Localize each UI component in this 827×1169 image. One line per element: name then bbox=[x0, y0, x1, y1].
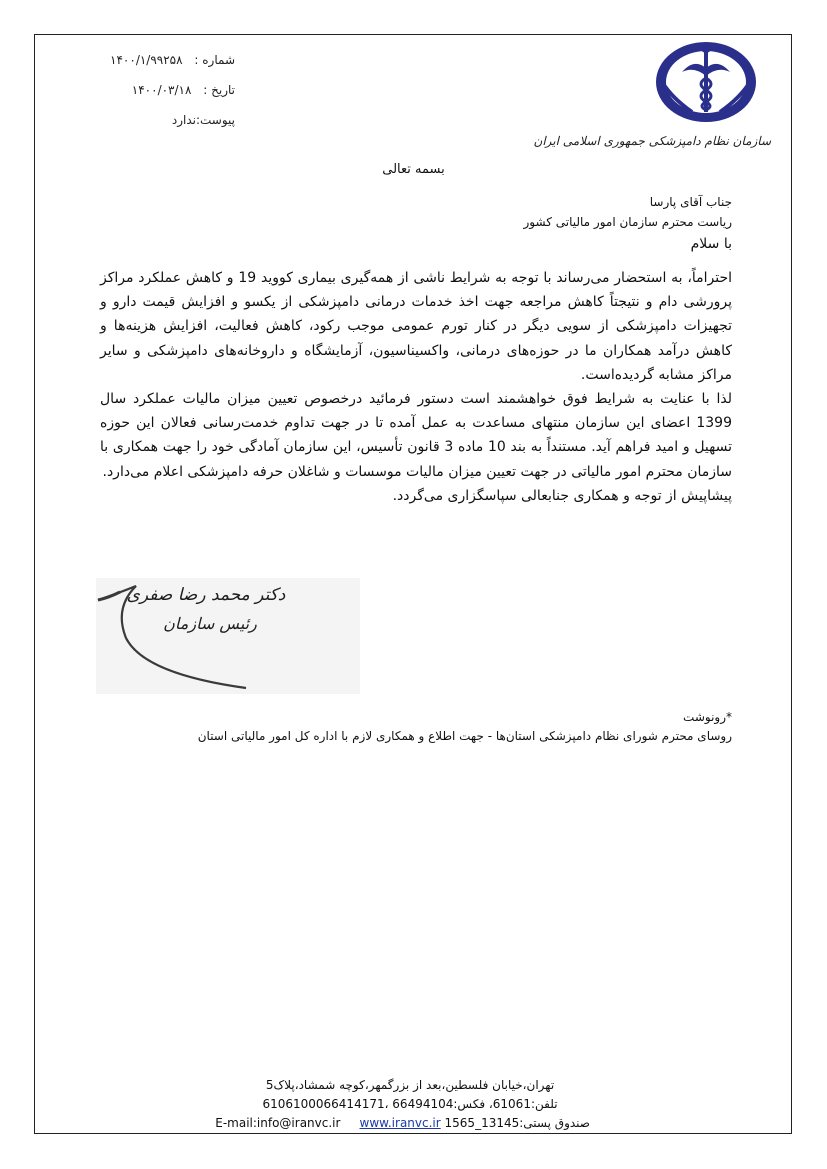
number-value: ۱۴۰۰/۱/۹۹۲۵۸ bbox=[110, 53, 183, 67]
date-value: ۱۴۰۰/۰۳/۱۸ bbox=[131, 83, 192, 97]
organization-logo bbox=[652, 38, 760, 124]
date-label: تاریخ : bbox=[203, 83, 235, 97]
cc-heading: *رونوشت bbox=[683, 710, 732, 724]
letter-meta bbox=[100, 46, 235, 136]
number-row bbox=[100, 46, 235, 76]
body-paragraph: لذا با عنایت به شرایط فوق خواهشمند است دستور فرمائید درخصوص تعیین میزان مالیات عملکرد سال 1399 اعضای این سازمان منتهای مساعدت به عمل آمده تا در جهت تداوم خدمت‌رسانی فعالان این حوزه تسهیل و امید فراهم آید. مستنداً به بند 10 ماده 3 قانون تأسیس، این سازمان آمادگی خود را جهت همکاری با سازمان محترم امور مالیاتی در جهت تعیین میزان مالیات موسسات و شاغلان حرفه دامپزشکی اعلام می‌دارد. bbox=[100, 391, 732, 480]
number-label: شماره : bbox=[194, 53, 235, 67]
letter-body bbox=[100, 266, 732, 508]
carbon-copy bbox=[132, 708, 732, 746]
signatory-name: دکتر محمد رضا صفری bbox=[126, 585, 286, 605]
greeting: با سلام bbox=[690, 236, 732, 252]
date-row bbox=[100, 76, 235, 106]
bism-heading: بسمه تعالی bbox=[382, 162, 445, 177]
footer-postal: صندوق پستی:13145_1565 E-mail:info@iranvc.ir bbox=[215, 1116, 590, 1130]
footer-address: تهران،خیابان فلسطین،بعد از بزرگمهر،کوچه شمشاد،پلاک5 bbox=[265, 1078, 555, 1092]
signatory-title: رئیس سازمان bbox=[163, 614, 257, 633]
footer-phones: تلفن:61061، فکس:66494104 ،6106100066414171 bbox=[262, 1097, 558, 1111]
footer-postal-email bbox=[215, 1114, 590, 1133]
attachment-row bbox=[100, 106, 235, 136]
letterhead-footer bbox=[215, 1076, 590, 1133]
attachment-label: پیوست:ندارد bbox=[171, 113, 235, 127]
organization-name: سازمان نظام دامپزشکی جمهوری اسلامی ایران bbox=[533, 134, 771, 148]
cc-recipients: روسای محترم شورای نظام دامپزشکی استان‌ها - جهت اطلاع و همکاری لازم با اداره کل امور مالیاتی استان bbox=[197, 729, 732, 743]
website-link[interactable]: www.iranvc.ir bbox=[359, 1116, 441, 1130]
addressee-title: ریاست محترم سازمان امور مالیاتی کشور bbox=[523, 215, 732, 229]
addressee-block bbox=[132, 192, 732, 232]
body-paragraph: پیشاپیش از توجه و همکاری جنابعالی سپاسگزاری می‌گردد. bbox=[392, 487, 732, 504]
body-paragraph: احتراماً، به استحضار می‌رساند با توجه به شرایط ناشی از همه‌گیری بیماری کووید 19 و کاهش عملکرد مراکز پرورشی دام و نتیجتاً کاهش مراجعه جهت اخذ خدمات درمانی دامپزشکی از یکسو و افزایش قیمت دارو و تجهیزات دامپزشکی از سویی دیگر در کنار تورم عمومی موجب رکود، کاهش فعالیت، افزایش هزینه‌ها و کاهش درآمد همکاران ما در حوزه‌های درمانی، واکسیناسیون، آزمایشگاه و داروخانه‌های دامپزشکی و سایر مراکز مشابه گردیده‌است. bbox=[100, 270, 732, 383]
addressee-name: جناب آقای پارسا bbox=[649, 195, 732, 209]
